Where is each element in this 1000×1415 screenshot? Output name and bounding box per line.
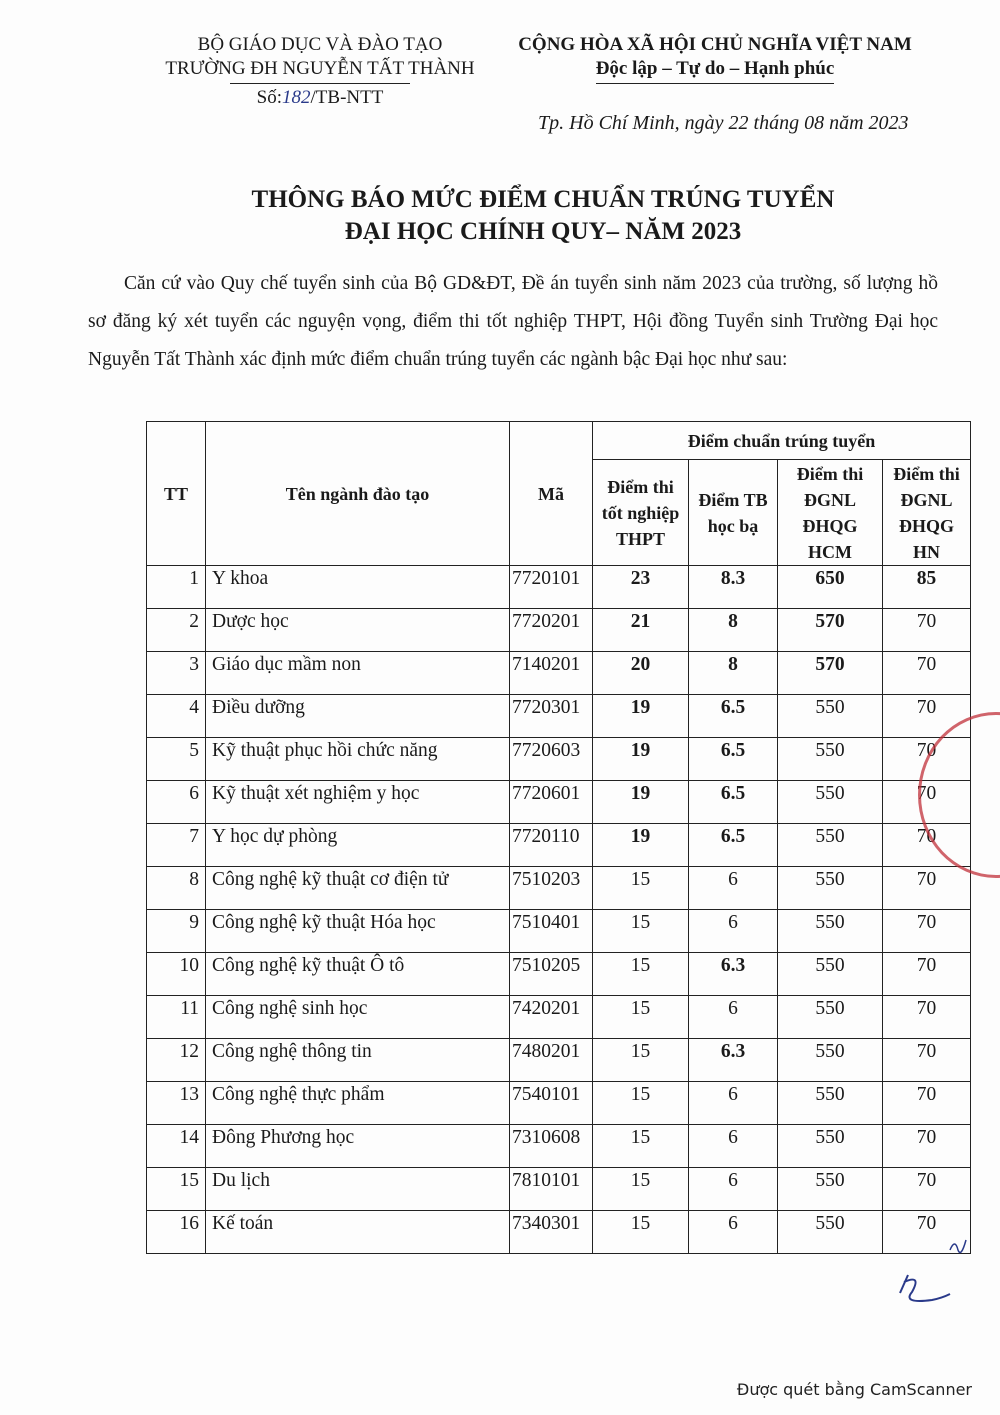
score-dgnl-hn: 70 xyxy=(883,652,971,695)
score-dgnl-hcm: 550 xyxy=(778,1039,883,1082)
score-transcript: 8.3 xyxy=(689,566,778,609)
table-row xyxy=(147,738,971,781)
header-code: Mã xyxy=(510,422,593,566)
score-thpt: 21 xyxy=(593,609,689,652)
score-thpt: 15 xyxy=(593,867,689,910)
table-row xyxy=(147,1125,971,1168)
score-dgnl-hn: 70 xyxy=(883,695,971,738)
score-transcript: 6.5 xyxy=(689,781,778,824)
program-code: 7140201 xyxy=(510,652,593,695)
program-code: 7540101 xyxy=(510,1082,593,1125)
program-name: Công nghệ thông tin xyxy=(206,1039,510,1082)
score-thpt: 15 xyxy=(593,996,689,1039)
score-dgnl-hcm: 550 xyxy=(778,953,883,996)
program-name: Công nghệ thực phẩm xyxy=(206,1082,510,1125)
row-number: 14 xyxy=(147,1125,206,1168)
score-dgnl-hn: 70 xyxy=(883,738,971,781)
school-name: TRƯỜNG ĐH NGUYỄN TẤT THÀNH xyxy=(165,58,475,79)
document-number: Số:182/TB-NTT xyxy=(256,87,384,108)
score-transcript: 6 xyxy=(689,910,778,953)
program-name: Y học dự phòng xyxy=(206,824,510,867)
score-dgnl-hn: 70 xyxy=(883,1168,971,1211)
score-dgnl-hcm: 550 xyxy=(778,910,883,953)
score-transcript: 6.5 xyxy=(689,695,778,738)
program-code: 7720110 xyxy=(510,824,593,867)
score-dgnl-hn: 70 xyxy=(883,953,971,996)
score-dgnl-hcm: 550 xyxy=(778,1082,883,1125)
table-row xyxy=(147,867,971,910)
score-thpt: 15 xyxy=(593,953,689,996)
row-number: 5 xyxy=(147,738,206,781)
table-row xyxy=(147,652,971,695)
table-row xyxy=(147,566,971,609)
title-line-2: ĐẠI HỌC CHÍNH QUY– NĂM 2023 xyxy=(344,218,742,245)
header-name: Tên ngành đào tạo xyxy=(206,422,510,566)
score-thpt: 15 xyxy=(593,1211,689,1254)
row-number: 3 xyxy=(147,652,206,695)
program-name: Đông Phương học xyxy=(206,1125,510,1168)
program-name: Giáo dục mầm non xyxy=(206,652,510,695)
table-row xyxy=(147,996,971,1039)
score-dgnl-hcm: 550 xyxy=(778,738,883,781)
score-transcript: 6 xyxy=(689,1082,778,1125)
score-transcript: 8 xyxy=(689,652,778,695)
row-number: 1 xyxy=(147,566,206,609)
row-number: 11 xyxy=(147,996,206,1039)
document-date: Tp. Hồ Chí Minh, ngày 22 tháng 08 năm 2023 xyxy=(538,112,909,134)
program-code: 7480201 xyxy=(510,1039,593,1082)
score-transcript: 6 xyxy=(689,1168,778,1211)
handwritten-number: 182 xyxy=(282,87,311,108)
score-transcript: 6.3 xyxy=(689,1039,778,1082)
score-dgnl-hn: 70 xyxy=(883,609,971,652)
program-name: Kỹ thuật phục hồi chức năng xyxy=(206,738,510,781)
program-code: 7340301 xyxy=(510,1211,593,1254)
program-code: 7510203 xyxy=(510,867,593,910)
score-dgnl-hn: 70 xyxy=(883,1125,971,1168)
score-dgnl-hcm: 550 xyxy=(778,867,883,910)
program-name: Công nghệ kỹ thuật cơ điện tử xyxy=(206,867,510,910)
signature-initials xyxy=(890,1230,980,1310)
admission-score-table xyxy=(146,421,971,1254)
score-thpt: 19 xyxy=(593,824,689,867)
score-thpt: 15 xyxy=(593,1039,689,1082)
score-dgnl-hcm: 550 xyxy=(778,781,883,824)
ministry-name: BỘ GIÁO DỤC VÀ ĐÀO TẠO xyxy=(197,34,443,55)
row-number: 8 xyxy=(147,867,206,910)
header-right xyxy=(490,33,940,84)
row-number: 4 xyxy=(147,695,206,738)
table-row xyxy=(147,609,971,652)
score-thpt: 15 xyxy=(593,1168,689,1211)
row-number: 2 xyxy=(147,609,206,652)
program-name: Công nghệ sinh học xyxy=(206,996,510,1039)
divider xyxy=(230,83,410,84)
program-name: Dược học xyxy=(206,609,510,652)
program-name: Công nghệ kỹ thuật Hóa học xyxy=(206,910,510,953)
score-thpt: 20 xyxy=(593,652,689,695)
score-thpt: 15 xyxy=(593,1125,689,1168)
score-thpt: 19 xyxy=(593,738,689,781)
program-name: Du lịch xyxy=(206,1168,510,1211)
program-code: 7810101 xyxy=(510,1168,593,1211)
header-thpt: Điểm thi tốt nghiệp THPT xyxy=(593,460,689,566)
header-hn: Điểm thi ĐGNL ĐHQG HN xyxy=(883,460,971,566)
table-row xyxy=(147,1168,971,1211)
table-row xyxy=(147,781,971,824)
table-row xyxy=(147,1039,971,1082)
score-dgnl-hcm: 550 xyxy=(778,996,883,1039)
program-code: 7720201 xyxy=(510,609,593,652)
intro-paragraph: Căn cứ vào Quy chế tuyển sinh của Bộ GD&ĐT, Đề án tuyển sinh năm 2023 của trường, số lượng hồ sơ đăng ký xét tuyển các nguyện vọng, điểm thi tốt nghiệp THPT, Hội đồng Tuyển sinh Trường Đại học Nguyễn Tất Thành xác định mức điểm chuẩn trúng tuyển các ngành bậc Đại học như sau: xyxy=(88,273,938,370)
score-dgnl-hn: 70 xyxy=(883,867,971,910)
score-thpt: 23 xyxy=(593,566,689,609)
table-row xyxy=(147,910,971,953)
header-tt: TT xyxy=(147,422,206,566)
score-dgnl-hcm: 550 xyxy=(778,695,883,738)
score-dgnl-hn: 70 xyxy=(883,824,971,867)
score-dgnl-hn: 85 xyxy=(883,566,971,609)
score-dgnl-hcm: 570 xyxy=(778,609,883,652)
table-row xyxy=(147,1082,971,1125)
program-name: Kế toán xyxy=(206,1211,510,1254)
program-code: 7720603 xyxy=(510,738,593,781)
motto: Độc lập – Tự do – Hạnh phúc xyxy=(596,57,835,84)
score-transcript: 6 xyxy=(689,1125,778,1168)
score-transcript: 8 xyxy=(689,609,778,652)
score-transcript: 6.5 xyxy=(689,824,778,867)
score-transcript: 6 xyxy=(689,996,778,1039)
table-row xyxy=(147,695,971,738)
score-dgnl-hcm: 570 xyxy=(778,652,883,695)
table-row xyxy=(147,1211,971,1254)
program-code: 7420201 xyxy=(510,996,593,1039)
score-dgnl-hn: 70 xyxy=(883,996,971,1039)
program-name: Công nghệ kỹ thuật Ô tô xyxy=(206,953,510,996)
score-dgnl-hcm: 550 xyxy=(778,1168,883,1211)
program-code: 7510401 xyxy=(510,910,593,953)
score-dgnl-hn: 70 xyxy=(883,1082,971,1125)
table-row xyxy=(147,824,971,867)
score-thpt: 19 xyxy=(593,695,689,738)
program-name: Y khoa xyxy=(206,566,510,609)
title-line-1: THÔNG BÁO MỨC ĐIỂM CHUẨN TRÚNG TUYỂN xyxy=(251,186,835,213)
score-transcript: 6.5 xyxy=(689,738,778,781)
scanner-watermark: Được quét bằng CamScanner xyxy=(736,1380,972,1399)
program-code: 7720601 xyxy=(510,781,593,824)
row-number: 7 xyxy=(147,824,206,867)
program-name: Kỹ thuật xét nghiệm y học xyxy=(206,781,510,824)
score-dgnl-hn: 70 xyxy=(883,1211,971,1254)
row-number: 13 xyxy=(147,1082,206,1125)
score-transcript: 6 xyxy=(689,867,778,910)
header-score-group: Điểm chuẩn trúng tuyển xyxy=(593,422,971,460)
row-number: 9 xyxy=(147,910,206,953)
program-code: 7310608 xyxy=(510,1125,593,1168)
row-number: 10 xyxy=(147,953,206,996)
score-thpt: 19 xyxy=(593,781,689,824)
score-dgnl-hn: 70 xyxy=(883,910,971,953)
score-dgnl-hn: 70 xyxy=(883,781,971,824)
score-dgnl-hn: 70 xyxy=(883,1039,971,1082)
score-dgnl-hcm: 650 xyxy=(778,566,883,609)
country-name: CỘNG HÒA XÃ HỘI CHỦ NGHĨA VIỆT NAM xyxy=(518,34,912,55)
header-hcm: Điểm thi ĐGNL ĐHQG HCM xyxy=(778,460,883,566)
score-transcript: 6.3 xyxy=(689,953,778,996)
program-name: Điều dưỡng xyxy=(206,695,510,738)
score-dgnl-hcm: 550 xyxy=(778,1211,883,1254)
program-code: 7510205 xyxy=(510,953,593,996)
score-transcript: 6 xyxy=(689,1211,778,1254)
program-code: 7720101 xyxy=(510,566,593,609)
score-dgnl-hcm: 550 xyxy=(778,824,883,867)
program-code: 7720301 xyxy=(510,695,593,738)
score-thpt: 15 xyxy=(593,910,689,953)
score-thpt: 15 xyxy=(593,1082,689,1125)
row-number: 6 xyxy=(147,781,206,824)
header-left xyxy=(100,33,540,110)
table-row xyxy=(147,953,971,996)
score-dgnl-hcm: 550 xyxy=(778,1125,883,1168)
row-number: 15 xyxy=(147,1168,206,1211)
header-tb: Điểm TB học bạ xyxy=(689,460,778,566)
row-number: 16 xyxy=(147,1211,206,1254)
row-number: 12 xyxy=(147,1039,206,1082)
